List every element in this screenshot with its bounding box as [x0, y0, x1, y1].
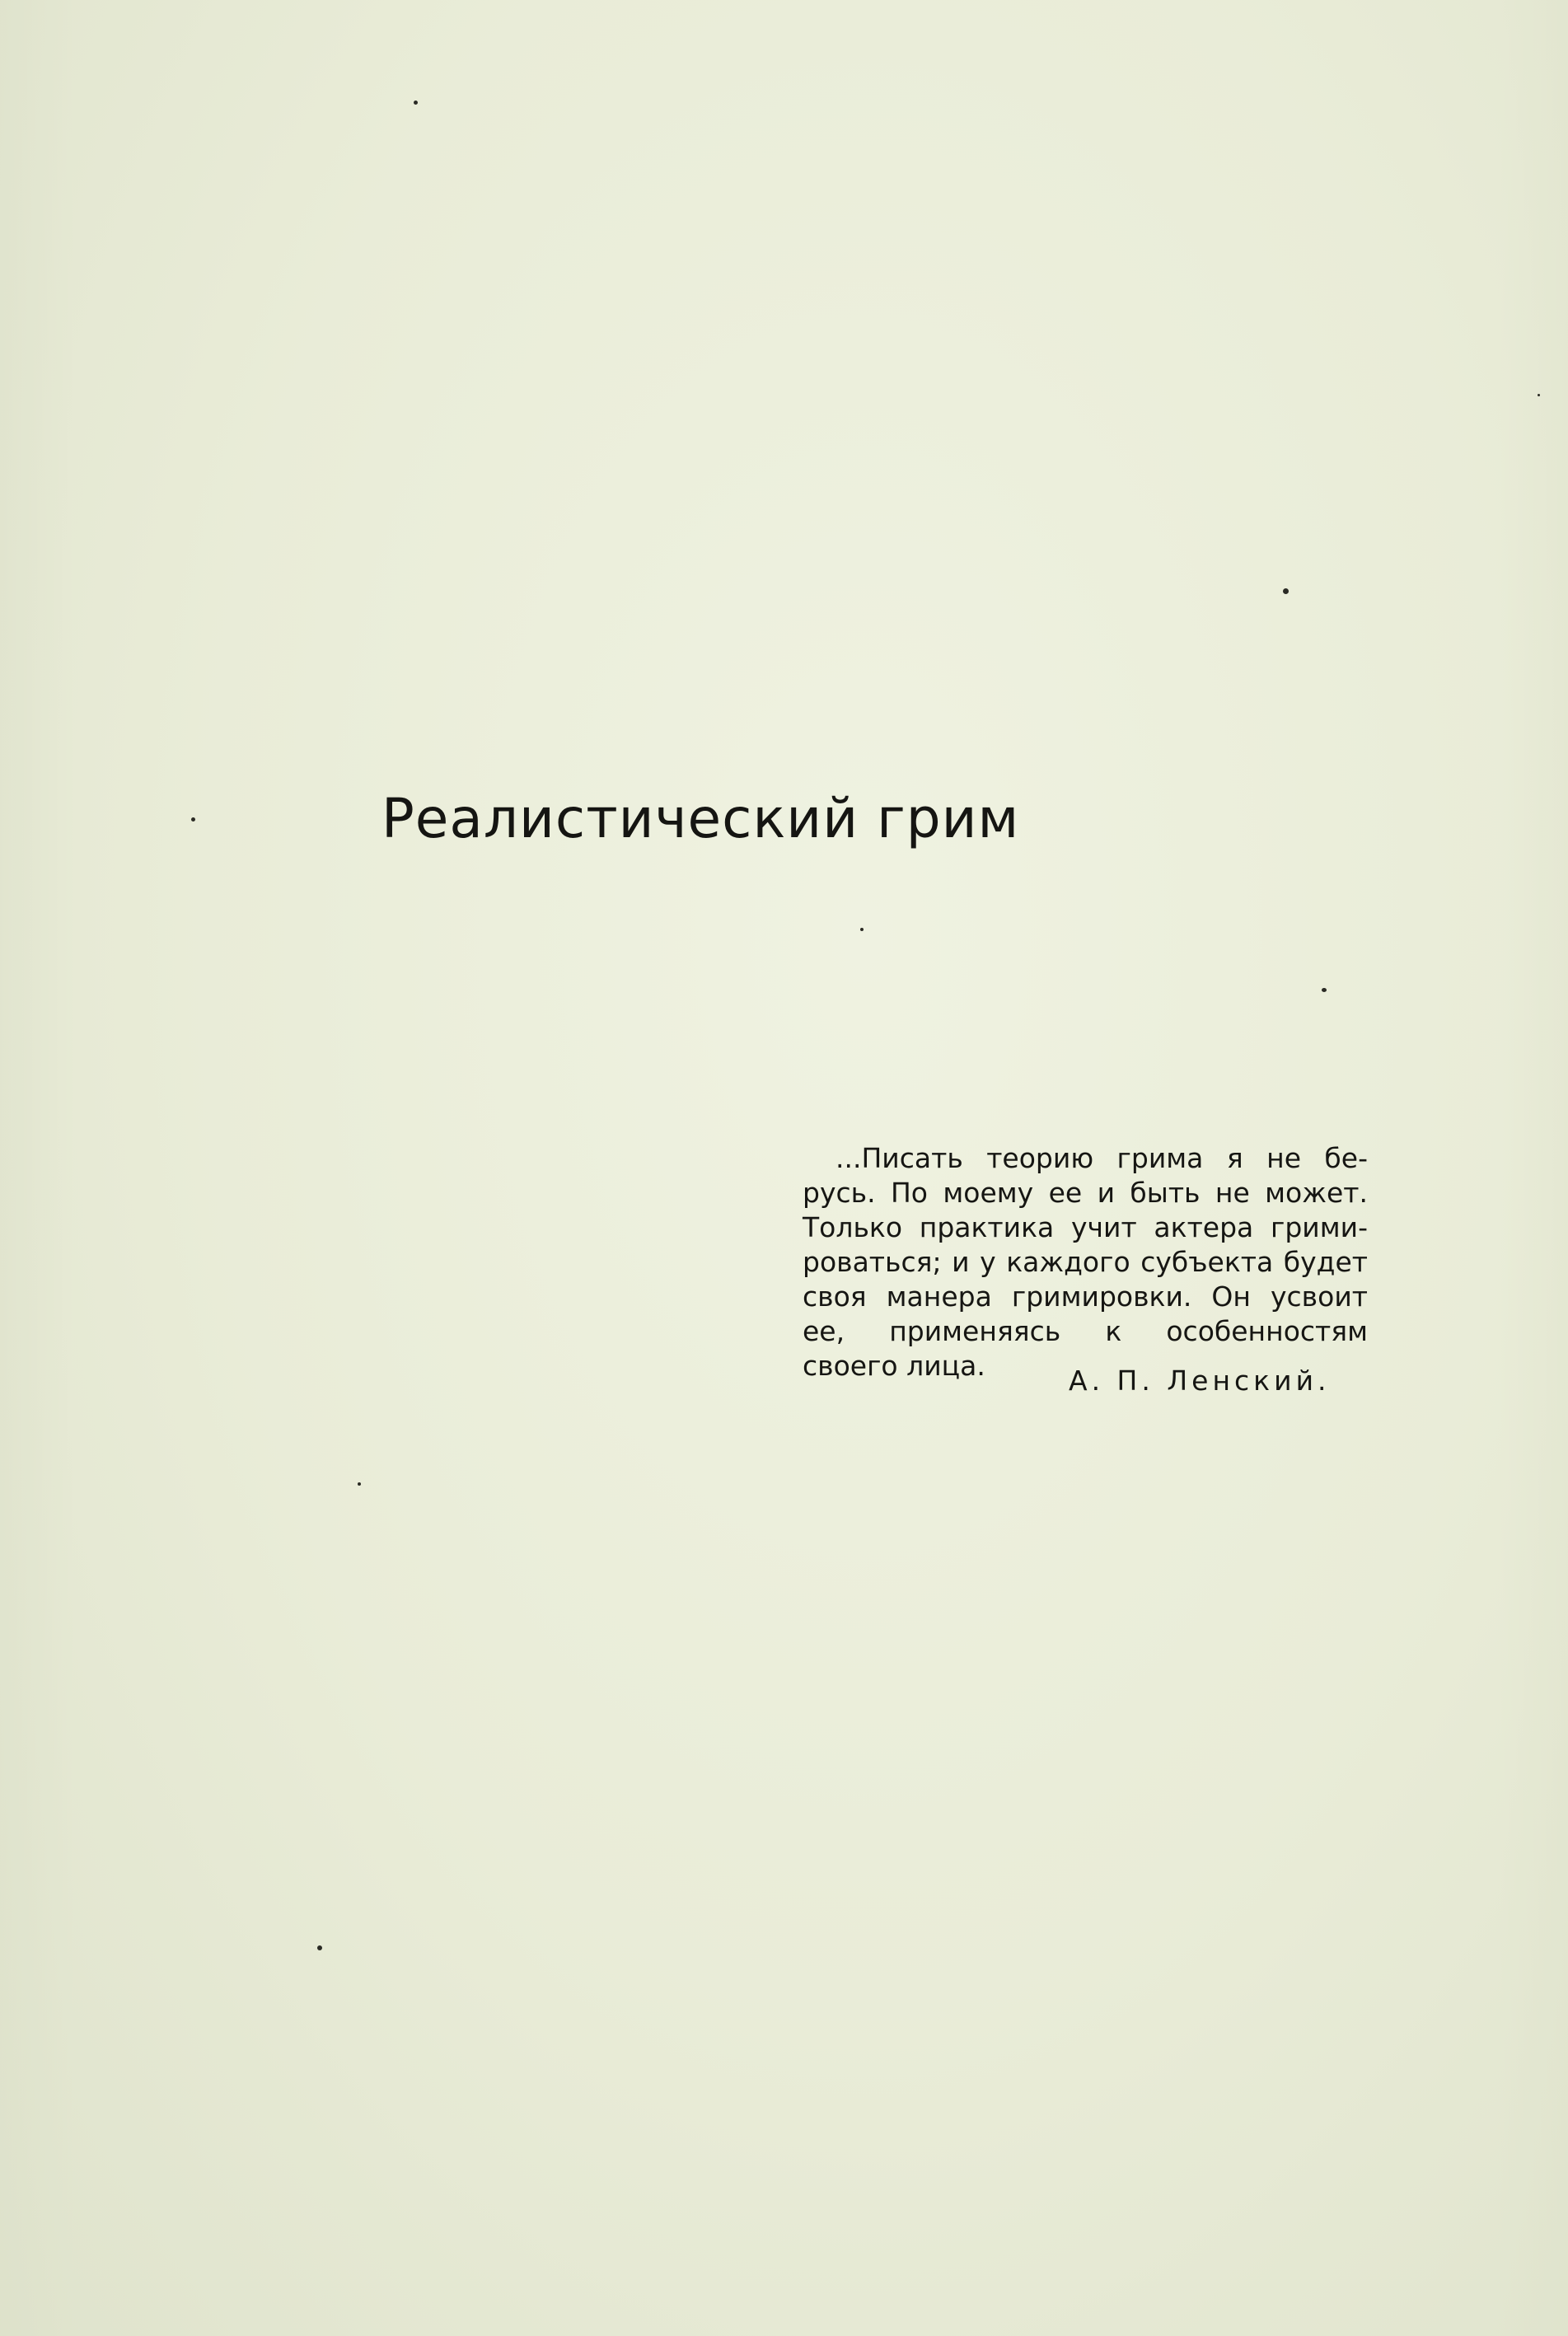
epigraph-line: Только практика учит актера грими-	[803, 1211, 1368, 1243]
print-speck	[317, 1945, 322, 1950]
epigraph-line: ...Писать теорию грима я не бе-	[835, 1142, 1368, 1174]
epigraph-line: своего лица.	[803, 1350, 985, 1382]
print-speck	[191, 817, 195, 822]
epigraph-author: А. П. Ленский.	[1069, 1365, 1331, 1397]
epigraph	[803, 1141, 1368, 1383]
print-speck	[1322, 988, 1327, 992]
print-speck	[860, 928, 864, 931]
epigraph-line: своя манера гримировки. Он усвоит	[803, 1280, 1368, 1313]
print-speck	[414, 101, 418, 105]
epigraph-line: русь. По моему ее и быть не может.	[803, 1177, 1368, 1209]
print-speck	[1538, 394, 1540, 396]
chapter-title: Реалистический грим	[381, 787, 1020, 850]
print-speck	[1283, 588, 1289, 594]
epigraph-line: ее, применяясь к особенностям	[803, 1315, 1368, 1347]
epigraph-line: роваться; и у каждого субъекта будет	[803, 1246, 1368, 1278]
print-speck	[358, 1482, 361, 1486]
